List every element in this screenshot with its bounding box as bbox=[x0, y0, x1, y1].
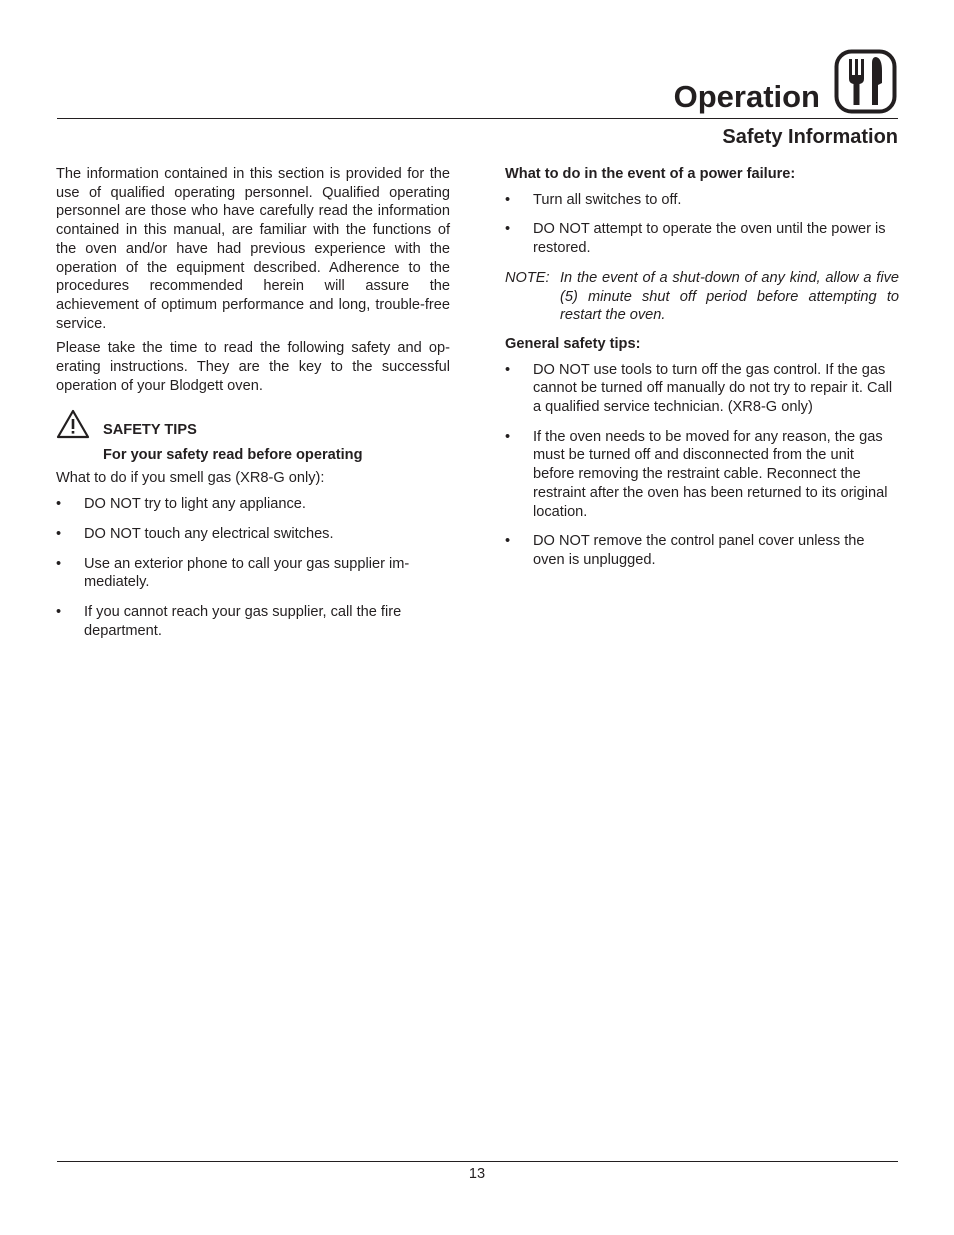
gas-bullet-list bbox=[56, 495, 450, 640]
bullet: • bbox=[505, 191, 511, 208]
list-item-text: DO NOT try to light any appliance. bbox=[84, 496, 306, 513]
fork-knife-icon bbox=[834, 49, 897, 114]
intro-paragraph-1: The information contained in this section is provided for the use of qualified operating personnel. Qualified operating personnel are those who have carefully read the information contained in this manual, are familiar with the functions of the oven and/or have had previous experience with the operation of the equipment described. Adherence to the procedures recommended herein will assure the achievement of optimum performance and long, trouble-free service. bbox=[56, 166, 450, 332]
list-item bbox=[56, 525, 450, 544]
list-item bbox=[505, 191, 899, 210]
page-title: Operation bbox=[673, 79, 820, 114]
list-item-text: If the oven needs to be moved for any reason, the gas must be turned off and disconnected from the unit before removing the restraint cable. Reconnect the restraint after the oven has been returned to its original location. bbox=[533, 428, 888, 520]
list-item-text: DO NOT touch any electrical switches. bbox=[84, 525, 334, 542]
power-bullet-list bbox=[505, 191, 899, 258]
intro-paragraph-2: Please take the time to read the following safety and operating instructions. They are the key to the successful operation of your Blodgett oven. bbox=[56, 340, 450, 394]
list-item-text: DO NOT use tools to turn off the gas control. If the gas cannot be turned off manually do not try to repair it. Call a qualified service technician. (XR8-G only) bbox=[533, 361, 893, 416]
bullet: • bbox=[505, 533, 511, 550]
bullet: • bbox=[56, 603, 62, 620]
list-item-text: Use an exterior phone to call your gas supplier immediately. bbox=[84, 555, 410, 591]
section-title: Safety Information bbox=[722, 126, 898, 148]
note-label: NOTE: bbox=[505, 269, 550, 286]
power-failure-heading: What to do in the event of a power failure: bbox=[505, 166, 796, 182]
bullet: • bbox=[505, 361, 511, 378]
note bbox=[505, 269, 899, 325]
note-text: In the event of a shut-down of any kind, allow a five (5) minute shut off period before attempting to restart the oven. bbox=[560, 269, 899, 324]
bullet: • bbox=[505, 221, 511, 238]
bullet: • bbox=[56, 525, 62, 542]
page-number: 13 bbox=[468, 1166, 486, 1182]
right-column bbox=[505, 165, 899, 581]
list-item bbox=[56, 603, 450, 640]
list-item bbox=[505, 428, 899, 522]
gas-intro: What to do if you smell gas (XR8-G only): bbox=[56, 470, 325, 487]
bullet: • bbox=[56, 496, 62, 513]
warning-triangle-icon bbox=[56, 409, 90, 439]
bullet: • bbox=[56, 555, 62, 572]
bullet: • bbox=[505, 428, 511, 445]
safety-tips-title: SAFETY TIPS bbox=[103, 422, 197, 439]
safety-tips-block bbox=[56, 409, 450, 469]
list-item bbox=[505, 220, 899, 257]
list-item bbox=[505, 532, 899, 569]
footer-divider bbox=[57, 1161, 898, 1162]
list-item-text: Turn all switches to off. bbox=[533, 191, 682, 208]
list-item-text: DO NOT attempt to operate the oven until the power is restored. bbox=[533, 221, 886, 257]
general-bullet-list bbox=[505, 361, 899, 570]
list-item-text: If you cannot reach your gas supplier, call the fire department. bbox=[84, 603, 402, 639]
list-item bbox=[56, 555, 450, 592]
list-item bbox=[505, 361, 899, 417]
left-column bbox=[56, 165, 450, 651]
safety-tips-subtitle: For your safety read before operating bbox=[103, 447, 363, 464]
general-safety-heading: General safety tips: bbox=[505, 335, 641, 352]
list-item-text: DO NOT remove the control panel cover unless the oven is unplugged. bbox=[533, 533, 865, 568]
header-divider bbox=[57, 118, 898, 119]
list-item bbox=[56, 495, 450, 514]
